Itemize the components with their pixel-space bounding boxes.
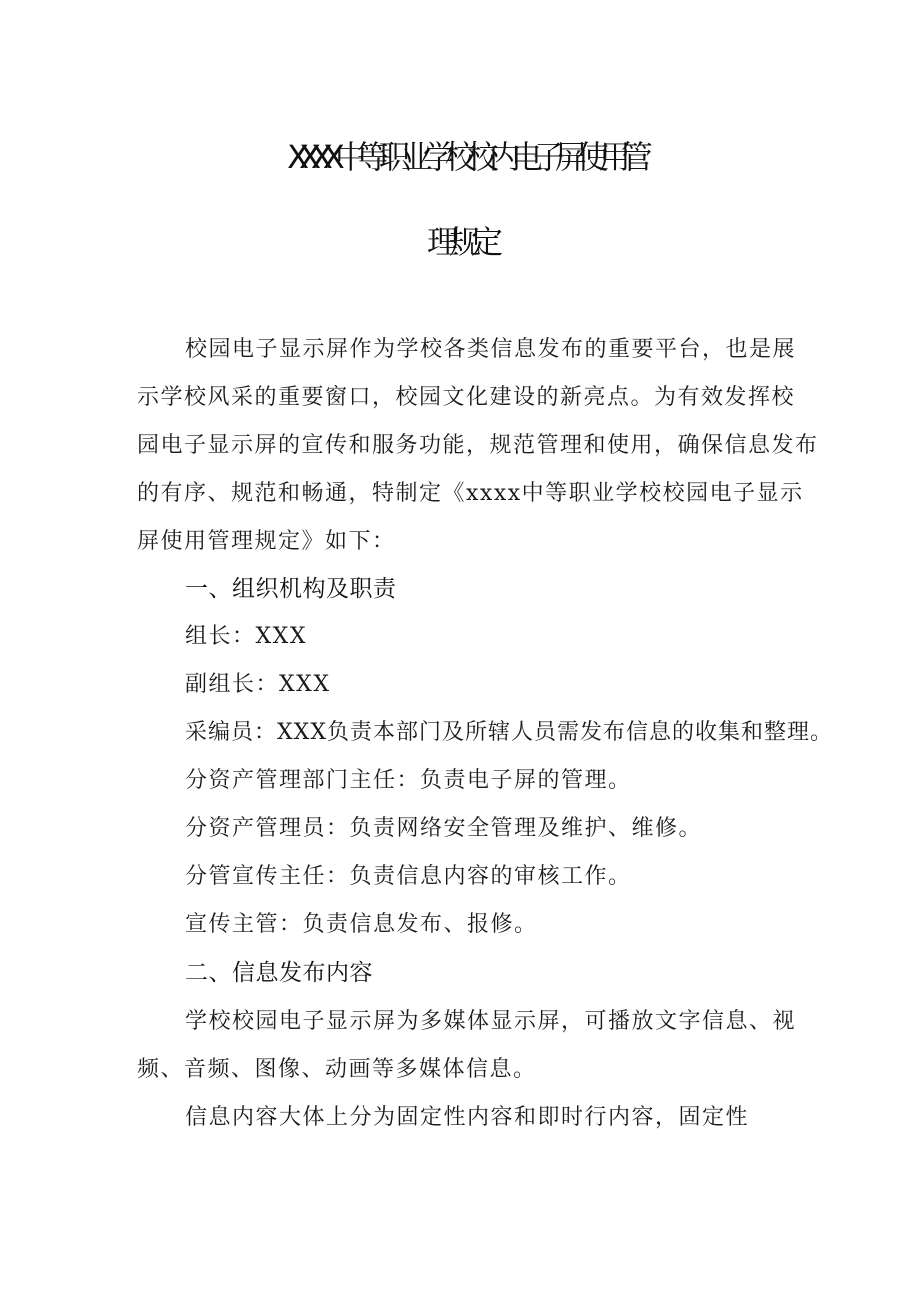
intro-paragraph-line-2: 示学校风采的重要窗口，校园文化建设的新亮点。为有效发挥校 xyxy=(137,385,796,410)
section-1-item-7: 宣传主管：负责信息发布、报修。 xyxy=(185,912,538,937)
section-1-item-6: 分管宣传主任：负责信息内容的审核工作。 xyxy=(185,864,632,889)
section-2-para-2-line-1: 信息内容大体上分为固定性内容和即时行内容，固定性 xyxy=(185,1105,750,1130)
section-2-para-1-line-2: 频、音频、图像、动画等多媒体信息。 xyxy=(137,1057,537,1082)
section-1-item-1: 组长：XXX xyxy=(185,624,307,649)
section-2-heading: 二、信息发布内容 xyxy=(185,960,373,986)
intro-paragraph-line-3: 园电子显示屏的宣传和服务功能，规范管理和使用，确保信息发布 xyxy=(137,433,819,458)
intro-paragraph-line-1: 校园电子显示屏作为学校各类信息发布的重要平台，也是展 xyxy=(185,337,797,362)
section-1-item-3: 采编员：XXX负责本部门及所辖人员需发布信息的收集和整理。 xyxy=(185,720,833,745)
section-2-para-1-line-1: 学校校园电子显示屏为多媒体显示屏，可播放文字信息、视 xyxy=(185,1009,797,1034)
intro-paragraph-line-4: 的有序、规范和畅通，特制定《xxxx中等职业学校校园电子显示 xyxy=(137,481,804,506)
section-1-item-4: 分资产管理部门主任：负责电子屏的管理。 xyxy=(185,768,632,793)
section-1-item-2: 副组长：XXX xyxy=(185,672,331,697)
section-1-heading: 一、组织机构及职责 xyxy=(185,576,397,602)
section-1-item-5: 分资产管理员：负责网络安全管理及维护、维修。 xyxy=(185,816,703,841)
intro-paragraph-line-5: 屏使用管理规定》如下： xyxy=(137,529,396,554)
document-title-line-2: 理规定 xyxy=(426,223,493,261)
document-title-line-1: XXXX中等职业学校校内电子屏使用管 xyxy=(287,138,643,176)
